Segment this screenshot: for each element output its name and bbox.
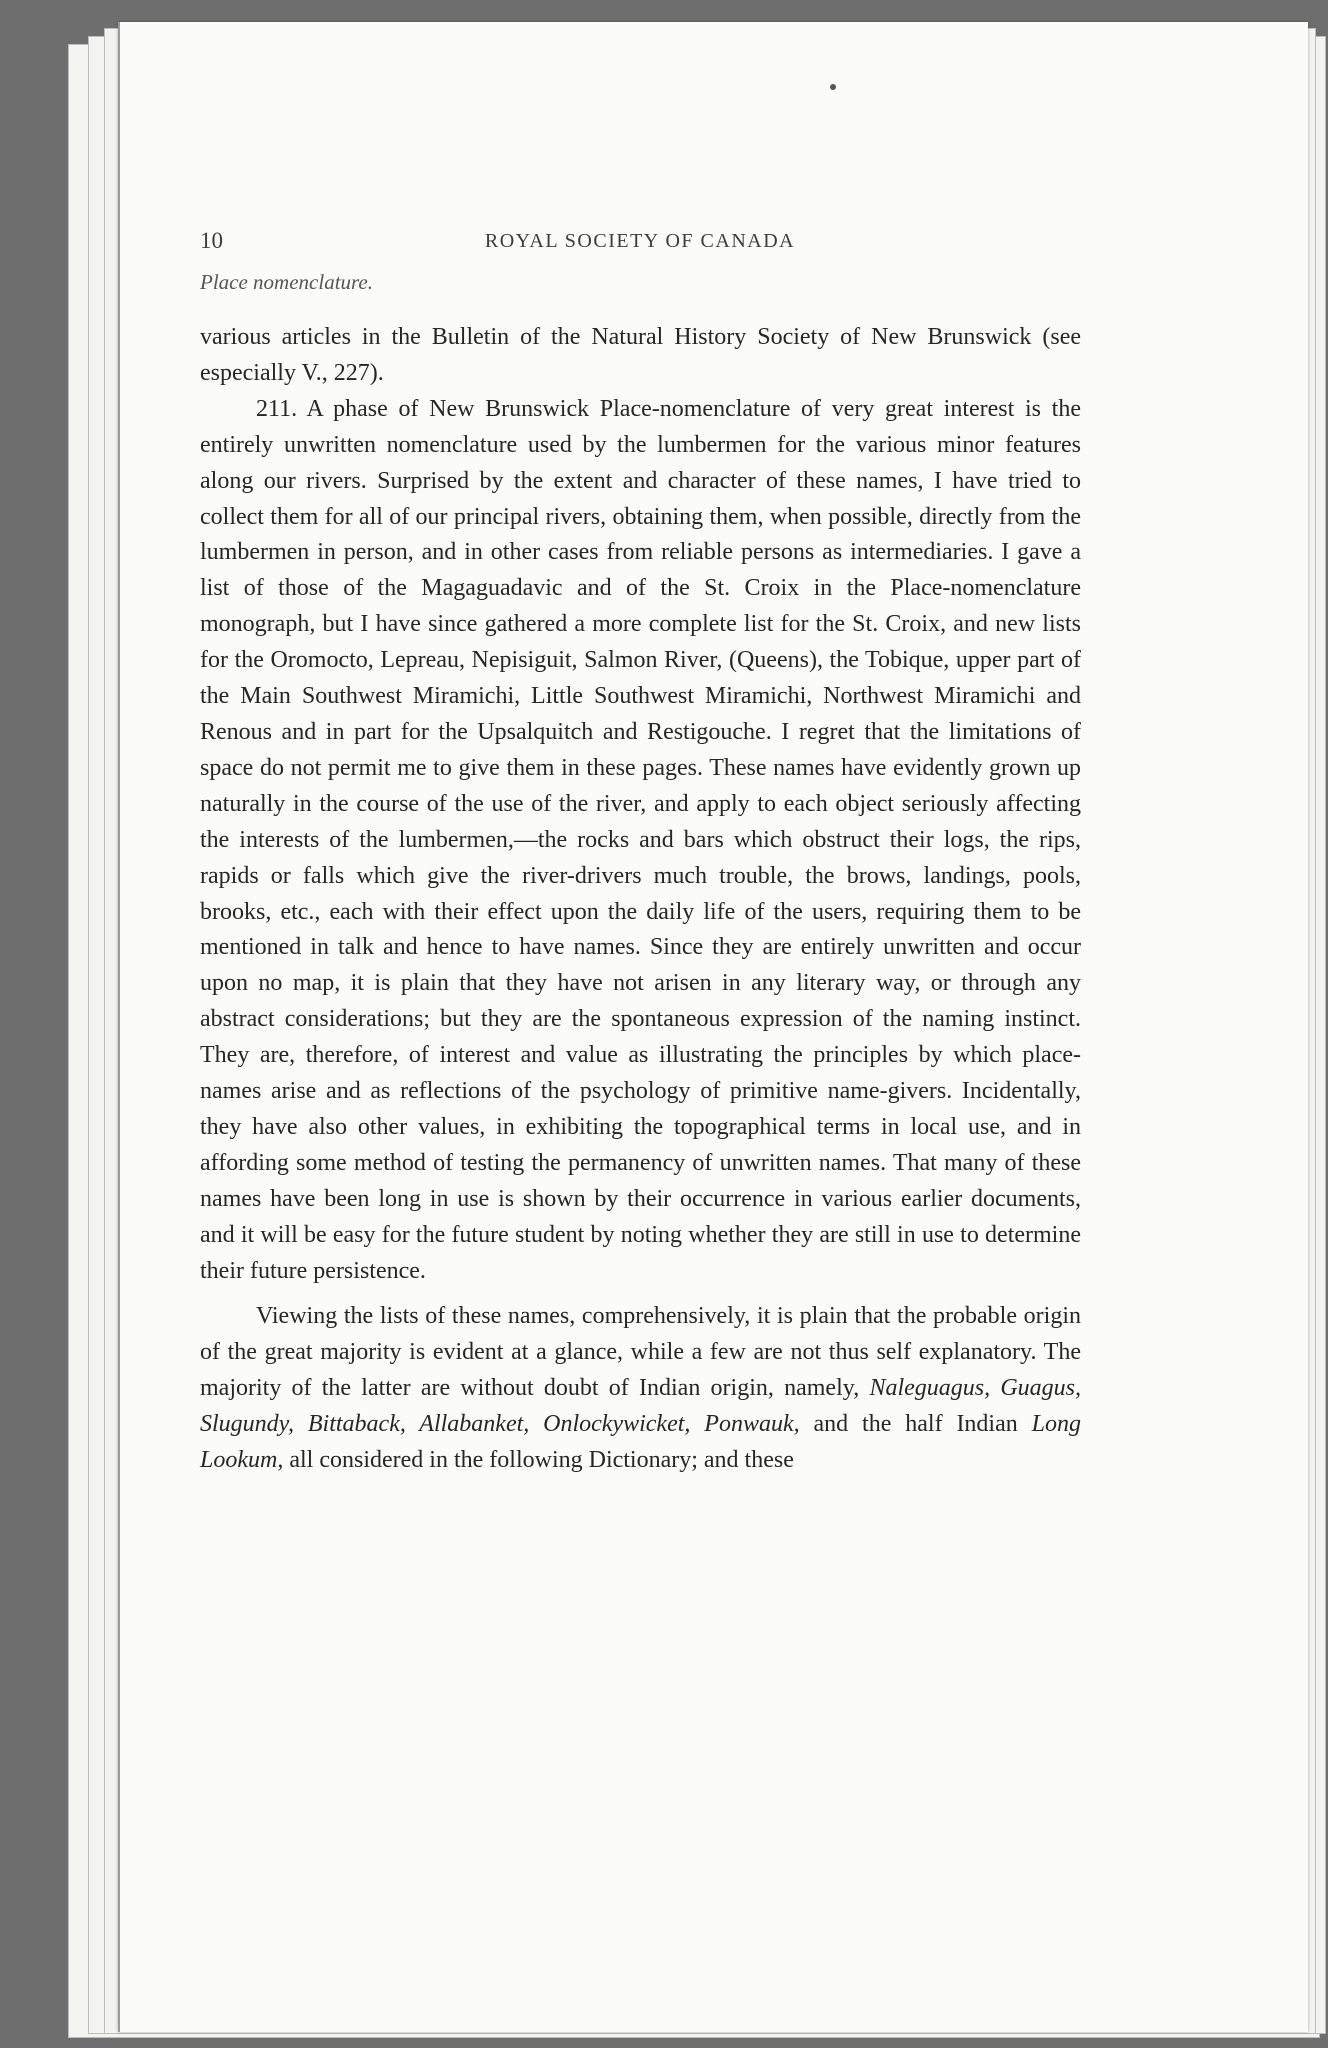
paragraph-viewing — [200, 1299, 1081, 1479]
page-number: 10 — [200, 228, 223, 253]
indian-names: Naleguagus, Guagus, Slugundy, Bittaback, Allabanket, Onlockywicket, Ponwauk, — [200, 1375, 1082, 1438]
body-text — [200, 320, 1081, 1479]
marginal-note: Place nomenclature. — [200, 270, 373, 294]
paragraph-211: 211. A phase of New Brunswick Place-nomenclature of very great interest is the entirely unwritten nomenclature used by the lumbermen for the various minor features along our rivers. Surprised by the extent and character of these names, I have tried to collect them for all of our principal rivers, obtaining them, when possible, directly from the lumbermen in person, and in other cases from reliable persons as intermediaries. I gave a list of those of the Magaguadavic and of the St. Croix in the Place-nomenclature monograph, but I have since gathered a more complete list for the St. Croix, and new lists for the Oromocto, Lepreau, Nepisiguit, Salmon River, (Queens), the Tobique, upper part of the Main Southwest Miramichi, Little Southwest Miramichi, Northwest Miramichi and Renous and in part for the Upsalquitch and Restigouche. I regret that the limitations of space do not permit me to give them in these pages. These names have evidently grown up naturally in the course of the use of the river, and apply to each object seriously affecting the interests of the lumbermen,—the rocks and bars which obstruct their logs, the rips, rapids or falls which give the river-drivers much trouble, the brows, landings, pools, brooks, etc., each with their effect upon the daily life of the users, requiring them to be mentioned in talk and hence to have names. Since they are entirely unwritten and occur upon no map, it is plain that they have not arisen in any literary way, or through any abstract considerations; but they are the spontaneous expression of the naming instinct. They are, therefore, of interest and value as illustrating the principles by which place-names arise and as reflections of the psychology of primitive name-givers. Incidentally, they have also other values, in exhibiting the topographical terms in local use, and in affording some method of testing the permanency of unwritten names. That many of these names have been long in use is shown by their occurrence in various earlier documents, and it will be easy for the future student by noting whether they are still in use to determine their future persistence. — [200, 395, 1081, 1284]
indian-name-long-lookum: Long Lookum, — [200, 1411, 1082, 1474]
paragraph-continued: various articles in the Bulletin of the Natural History Society of New Brunswick (see especially V., 227). — [200, 324, 1081, 386]
paragraph-text: Viewing the lists of these names, comprehensively, it is plain that the probable origin of the great majority is evident at a glance, while a few are not thus self explanatory. The majority of the latter are without doubt of Indian origin, namely, — [200, 1303, 1081, 1402]
paragraph-text: all considered in the following Dictionary; and these — [283, 1447, 794, 1474]
page-header — [200, 228, 1080, 264]
running-title: ROYAL SOCIETY OF CANADA — [484, 230, 796, 252]
ink-speck — [830, 84, 836, 90]
paragraph-text: and the half Indian — [799, 1411, 1032, 1438]
